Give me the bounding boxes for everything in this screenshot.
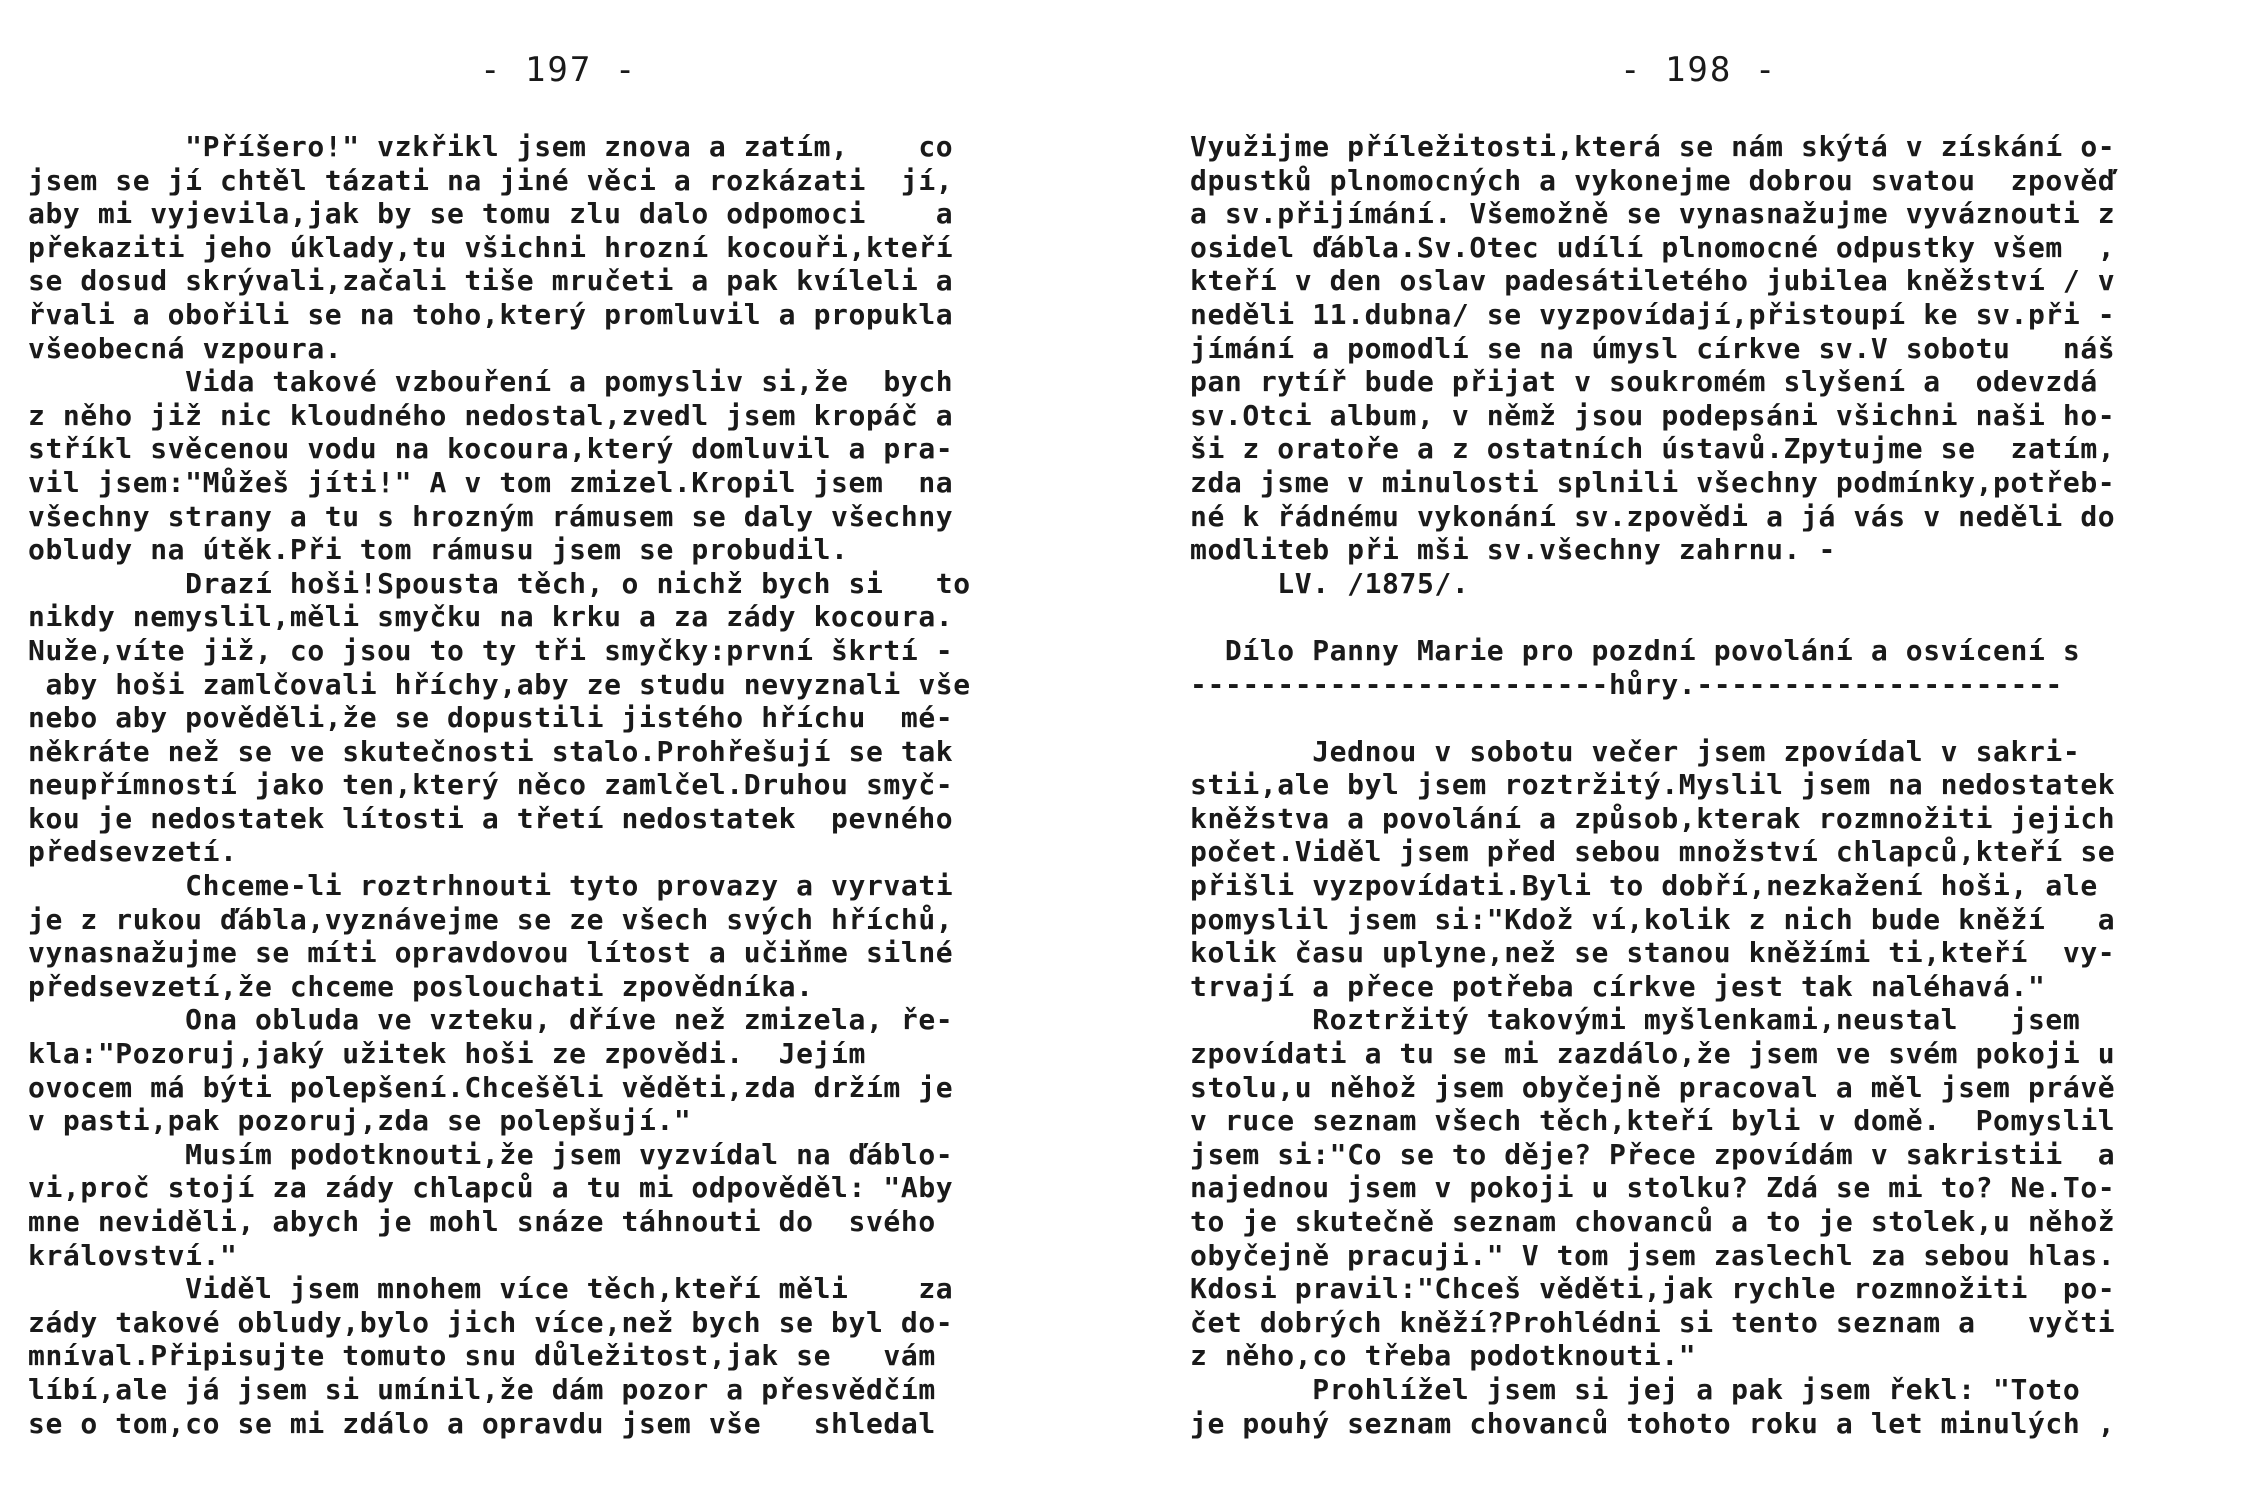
text-line: to je skutečně seznam chovanců a to je stolek,u něhož — [1190, 1205, 2116, 1238]
text-line: obludy na útěk.Při tom rámusu jsem se probudil. — [28, 533, 849, 567]
text-line: neděli 11.dubna/ se vyzpovídají,přistoupí ke sv.při - — [1190, 297, 2116, 331]
text-line: Nuže,víte již, co jsou to ty tři smyčky:první škrtí - — [28, 633, 954, 667]
text-line: Jednou v sobotu večer jsem zpovídal v sakri- — [1190, 734, 2081, 768]
text-line: nebo aby pověděli,že se dopustili jistého hříchu mé- — [28, 701, 954, 735]
text-line: Chceme-li roztrhnouti tyto provazy a vyrvati — [28, 869, 954, 903]
text-line: předsevzetí,že chceme poslouchati zpovědníka. — [28, 969, 814, 1003]
text-line: čet dobrých kněží?Prohlédni si tento seznam a vyčti — [1190, 1305, 2116, 1339]
text-line: v pasti,pak pozoruj,zda se polepšují." — [28, 1104, 692, 1138]
text-line: nikdy nemyslil,měli smyčku na krku a za zády kocoura. — [28, 600, 954, 634]
text-line: někráte než se ve skutečnosti stalo.Prohřešují se tak — [28, 734, 954, 768]
text-line: Využijme příležitosti,která se nám skýtá v získání o- — [1190, 130, 2116, 163]
text-line: stříkl svěcenou vodu na kocoura,který domluvil a pra- — [28, 432, 954, 466]
text-line: všeobecná vzpoura. — [28, 331, 343, 365]
text-line: aby hoši zamlčovali hříchy,aby ze studu nevyznali vše — [28, 667, 971, 701]
text-line: "Příšero!" vzkřikl jsem znova a zatím, co — [28, 130, 954, 163]
text-line: předsevzetí. — [28, 835, 238, 869]
text-line: Musím podotknouti,že jsem vyzvídal na ďáblo- — [28, 1137, 954, 1171]
text-line: stolu,u něhož jsem obyčejně pracoval a měl jsem právě — [1190, 1070, 2116, 1104]
text-line: je z rukou ďábla,vyznávejme se ze všech svých hříchů, — [28, 902, 954, 936]
text-line: Kdosi pravil:"Chceš věděti,jak rychle rozmnožiti po- — [1190, 1272, 2116, 1306]
text-line: obyčejně pracuji." V tom jsem zaslechl za sebou hlas. — [1190, 1238, 2116, 1272]
text-line: kněžstva a povolání a způsob,kterak rozmnožiti jejich — [1190, 801, 2116, 835]
text-line: přišli vyzpovídati.Byli to dobří,nezkažení hoši, ale — [1190, 869, 2098, 903]
text-line: dpustků plnomocných a vykonejme dobrou svatou zpověď — [1190, 163, 2116, 197]
right-page-text — [1190, 130, 2115, 1440]
text-line: neupřímností jako ten,který něco zamlčel.Druhou smyč- — [28, 768, 954, 802]
text-line: vi,proč stojí za zády chlapců a tu mi odpověděl: "Aby — [28, 1171, 954, 1205]
text-line: počet.Viděl jsem před sebou množství chlapců,kteří se — [1190, 835, 2116, 869]
text-line: jímání a pomodlí se na úmysl církve sv.V sobotu náš — [1190, 331, 2116, 365]
text-line: ši z oratoře a z ostatních ústavů.Zpytujme se zatím, — [1190, 432, 2116, 466]
text-line: Viděl jsem mnohem více těch,kteří měli za — [28, 1272, 954, 1306]
text-line: vynasnažujme se míti opravdovou lítost a učiňme silné — [28, 936, 954, 970]
text-line: Roztržitý takovými myšlenkami,neustal jsem — [1190, 1003, 2081, 1037]
text-line: Drazí hoši!Spousta těch, o nichž bych si to — [28, 566, 971, 600]
text-line: jsem se jí chtěl tázati na jiné věci a rozkázati jí, — [28, 163, 954, 197]
text-line: ------------------------hůry.--------------------- — [1190, 667, 2063, 701]
text-line: se o tom,co se mi zdálo a opravdu jsem vše shledal — [28, 1406, 936, 1440]
text-line: je pouhý seznam chovanců tohoto roku a let minulých , — [1190, 1406, 2116, 1440]
text-line: kla:"Pozoruj,jaký užitek hoši ze zpovědi. Jejím — [28, 1037, 866, 1071]
text-line: osidel ďábla.Sv.Otec udílí plnomocné odpustky všem , — [1190, 230, 2116, 264]
text-line: v ruce seznam všech těch,kteří byli v domě. Pomyslil — [1190, 1104, 2116, 1138]
text-line: Vida takové vzbouření a pomysliv si,že bych — [28, 365, 954, 399]
text-line: a sv.přijímání. Všemožně se vynasnažujme vyváznouti z — [1190, 197, 2116, 231]
text-line: ovocem má býti polepšení.Chcešěli věděti,zda držím je — [28, 1070, 954, 1104]
right-page — [1130, 0, 2260, 1500]
text-line: pan rytíř bude přijat v soukromém slyšení a odevzdá — [1190, 365, 2098, 399]
text-line: pomyslil jsem si:"Kdož ví,kolik z nich bude kněží a — [1190, 902, 2116, 936]
text-line: zda jsme v minulosti splnili všechny podmínky,potřeb- — [1190, 465, 2116, 499]
text-line: překaziti jeho úklady,tu všichni hrozní kocouři,kteří — [28, 230, 954, 264]
text-line: kolik času uplyne,než se stanou kněžími ti,kteří vy- — [1190, 936, 2116, 970]
text-line: trvají a přece potřeba církve jest tak naléhavá." — [1190, 969, 2046, 1003]
text-line: z něho,co třeba podotknouti." — [1190, 1339, 1697, 1373]
text-line: mne neviděli, abych je mohl snáze táhnouti do svého — [28, 1205, 936, 1238]
text-line: kou je nedostatek lítosti a třetí nedostatek pevného — [28, 801, 954, 835]
text-line: se dosud skrývali,začali tiše mručeti a pak kvíleli a — [28, 264, 954, 298]
text-line: Dílo Panny Marie pro pozdní povolání a osvícení s — [1190, 633, 2081, 667]
page-number-right: - 198 - — [1620, 50, 1778, 90]
left-page-text — [28, 130, 971, 1440]
text-line: LV. /1875/. — [1190, 566, 1470, 600]
text-line — [1190, 701, 2115, 735]
text-line: všechny strany a tu s hrozným rámusem se daly všechny — [28, 499, 954, 533]
text-line: mníval.Připisujte tomuto snu důležitost,jak se vám — [28, 1339, 936, 1373]
text-line: jsem si:"Co se to děje? Přece zpovídám v sakristii a — [1190, 1137, 2116, 1171]
text-line: řvali a obořili se na toho,který promluvil a propukla — [28, 297, 954, 331]
text-line: aby mi vyjevila,jak by se tomu zlu dalo odpomoci a — [28, 197, 954, 231]
text-line: zády takové obludy,bylo jich více,než bych se byl do- — [28, 1305, 954, 1339]
text-line: království." — [28, 1238, 238, 1272]
text-line: líbí,ale já jsem si umínil,že dám pozor a přesvědčím — [28, 1372, 936, 1406]
text-line: né k řádnému vykonání sv.zpovědi a já vás v neděli do — [1190, 499, 2116, 533]
text-line: zpovídati a tu se mi zazdálo,že jsem ve svém pokoji u — [1190, 1037, 2116, 1071]
text-line: kteří v den oslav padesátiletého jubilea kněžství / v — [1190, 264, 2116, 298]
text-line: vil jsem:"Můžeš jíti!" A v tom zmizel.Kropil jsem na — [28, 465, 954, 499]
text-line: sv.Otci album, v němž jsou podepsáni všichni naši ho- — [1190, 398, 2116, 432]
text-line: Prohlížel jsem si jej a pak jsem řekl: "Toto — [1190, 1372, 2081, 1406]
text-line — [1190, 600, 2115, 634]
page-number-left: - 197 - — [480, 50, 638, 90]
text-line: modliteb při mši sv.všechny zahrnu. - — [1190, 533, 1836, 567]
text-line: najednou jsem v pokoji u stolku? Zdá se mi to? Ne.To- — [1190, 1171, 2116, 1205]
text-line: Ona obluda ve vzteku, dříve než zmizela, ře- — [28, 1003, 954, 1037]
text-line: stii,ale byl jsem roztržitý.Myslil jsem na nedostatek — [1190, 768, 2116, 802]
text-line: z něho již nic kloudného nedostal,zvedl jsem kropáč a — [28, 398, 954, 432]
